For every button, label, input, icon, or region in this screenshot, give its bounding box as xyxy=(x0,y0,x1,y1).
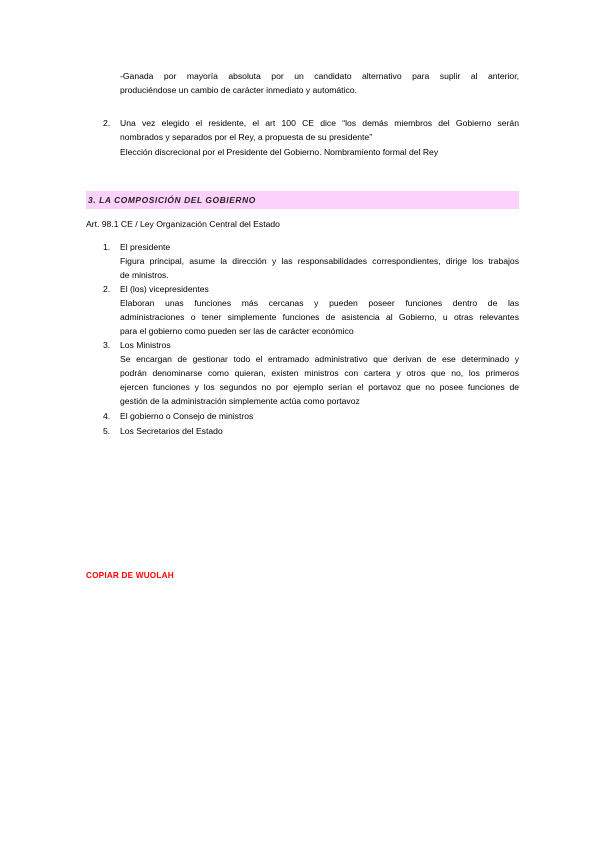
item-description-line: Se encargan de gestionar todo el entramado administrativo que derivan de ese determinado y xyxy=(120,354,519,364)
item-title: Los Secretarios del Estado xyxy=(120,426,223,436)
paragraph-line: produciéndose un cambio de carácter inmediato y automático. xyxy=(120,84,357,95)
list-number: 4. xyxy=(103,411,111,421)
list-number: 5. xyxy=(103,426,111,436)
item-title: El (los) vicepresidentes xyxy=(120,284,209,294)
section-heading: 3. LA COMPOSICIÓN DEL GOBIERNO xyxy=(86,191,519,209)
item-line: nombrados y separados por el Rey, a propuesta de su presidente” xyxy=(120,132,373,142)
list-number: 2. xyxy=(103,284,111,294)
item-title: El gobierno o Consejo de ministros xyxy=(120,411,254,421)
list-number: 3. xyxy=(103,340,111,350)
continuation-paragraph xyxy=(120,70,519,97)
item-description-line: administraciones o tener simplemente funciones de asistencia al Gobierno, u otras relevantes xyxy=(120,312,519,322)
legal-reference: Art. 98.1 CE / Ley Organización Central del Estado xyxy=(86,219,280,229)
paragraph-line: -Ganada por mayoría absoluta por un candidato alternativo para suplir al anterior, xyxy=(120,71,519,81)
item-description-line: ejercen funciones y los segundos no por ejemplo serían el portavoz que no posee funciones de xyxy=(120,382,519,392)
item-line: Elección discrecional por el Presidente del Gobierno. Nombramiento formal del Rey xyxy=(120,147,439,157)
item-title: El presidente xyxy=(120,242,171,252)
list-number: 1. xyxy=(103,242,111,252)
copy-link[interactable]: COPIAR DE WUOLAH xyxy=(86,571,174,580)
item-description-line: podrán denominarse como quieran, existen ministros con cartera y otros que no, los primeros xyxy=(120,368,519,378)
item-line: Una vez elegido el residente, el art 100 CE dice “los demás miembros del Gobierno serán xyxy=(120,118,519,128)
item-title: Los Ministros xyxy=(120,340,171,350)
item-description-line: Figura principal, asume la dirección y las responsabilidades correspondientes, dirige los trabajos xyxy=(120,256,519,266)
item-description-line: Elaboran unas funciones más cercanas y pueden poseer funciones dentro de las xyxy=(120,298,519,308)
list-number: 2. xyxy=(103,118,111,128)
item-description-line: de ministros. xyxy=(120,270,169,280)
item-description-line: gestión de la administración simplemente actúa como portavoz xyxy=(120,396,360,406)
item-description-line: para el gobierno como pueden ser las de carácter económico xyxy=(120,326,354,336)
